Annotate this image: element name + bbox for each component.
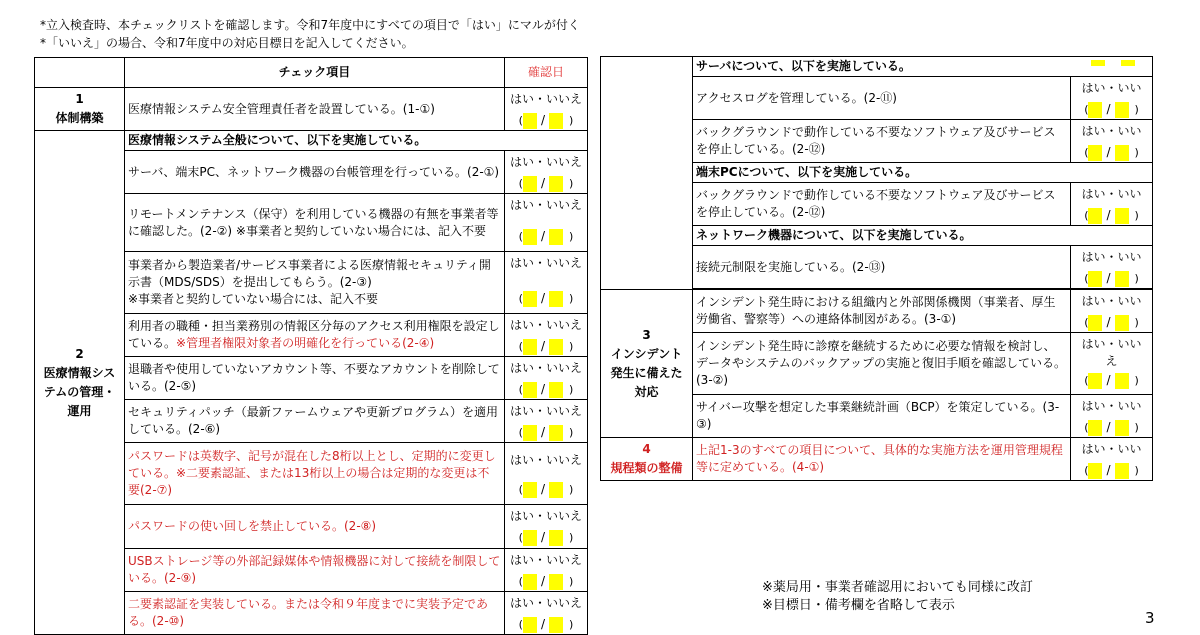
header-check-item: チェック項目 [125, 58, 505, 88]
month-box[interactable] [523, 291, 537, 307]
month-box[interactable] [523, 574, 537, 590]
check-cell[interactable]: はい・いい ( / ) [1071, 395, 1153, 438]
check-cell[interactable] [505, 88, 588, 131]
check-cell[interactable]: はい・いい ( / ) [1071, 246, 1153, 289]
day-box[interactable] [1115, 271, 1129, 287]
section-row [35, 131, 588, 151]
month-box[interactable] [523, 229, 537, 245]
month-box[interactable] [523, 530, 537, 546]
item-text: インシデント発生時における組織内と外部関係機関（事業者、厚生労働省、警察等）への連絡体制図がある。(3-①) [693, 290, 1071, 333]
table-row [601, 438, 1153, 481]
note-line-2: *「いいえ」の場合、令和7年度中の対応目標日を記入してください。 [40, 36, 414, 50]
item-text: サーバ、端末PC、ネットワーク機器の台帳管理を行っている。(2-①) [125, 151, 505, 194]
day-box[interactable] [549, 530, 563, 546]
yes-no-label: はい・いいえ [509, 92, 582, 106]
item-text: サイバー攻撃を想定した事業継続計画（BCP）を策定している。(3-③) [693, 395, 1071, 438]
month-box[interactable] [1088, 463, 1102, 479]
check-cell[interactable]: はい・いい え ( / ) [1071, 333, 1153, 395]
checklist-table-left [34, 57, 588, 635]
month-box[interactable] [1088, 373, 1102, 389]
item-text: 事業者から製造業者/サービス事業者による医療情報セキュリティ開示書（MDS/SDS）を提出してもらう。(2-③) ※事業者と契約していない場合には、記入不要 [125, 252, 505, 314]
header-row [35, 58, 588, 88]
category-2-cont [601, 57, 693, 290]
check-cell[interactable]: はい・いいえ ( / ) [505, 505, 588, 549]
day-box[interactable] [1115, 102, 1129, 118]
category-4: 4 規程類の整備 [601, 438, 693, 481]
footnote-line-2: ※目標日・備考欄を省略して表示 [762, 598, 955, 613]
section-heading: 医療情報システム全般について、以下を実施している。 [125, 131, 588, 151]
month-box[interactable] [1088, 420, 1102, 436]
month-box[interactable] [523, 617, 537, 633]
checklist-table-right [600, 56, 1153, 481]
month-box[interactable] [1088, 271, 1102, 287]
category-3: 3 インシデント 発生に備えた 対応 [601, 290, 693, 438]
check-cell[interactable]: はい・いいえ ( / ) [505, 252, 588, 314]
day-box[interactable] [549, 425, 563, 441]
check-cell[interactable]: はい・いいえ ( / ) [505, 314, 588, 357]
item-text: USBストレージ等の外部記録媒体や情報機器に対して接続を制限している。(2-⑨) [125, 549, 505, 592]
instruction-notes [40, 16, 580, 52]
category-name: 体制構築 [55, 111, 104, 125]
check-cell[interactable]: はい・いいえ ( / ) [505, 549, 588, 592]
day-box[interactable] [1115, 463, 1129, 479]
date-input[interactable]: ( / ) [518, 113, 574, 127]
day-box[interactable] [549, 113, 563, 129]
check-cell[interactable]: はい・いいえ ( / ) [505, 151, 588, 194]
month-box[interactable] [1088, 315, 1102, 331]
check-cell[interactable]: はい・いい ( / ) [1071, 438, 1153, 481]
month-box[interactable] [1088, 102, 1102, 118]
check-cell[interactable]: はい・いい ( / ) [1071, 183, 1153, 226]
section-row [601, 57, 1153, 77]
item-text: インシデント発生時に診療を継続するために必要な情報を検討し、データやシステムのバックアップの実施と復旧手順を確認している。(3-②) [693, 333, 1071, 395]
check-cell[interactable]: はい・いいえ ( / ) [505, 592, 588, 635]
item-text: セキュリティパッチ（最新ファームウェアや更新プログラム）を適用している。(2-⑥) [125, 400, 505, 443]
month-box[interactable] [1088, 145, 1102, 161]
header-blank [35, 58, 125, 88]
check-cell[interactable]: はい・いい ( / ) [1071, 77, 1153, 120]
footnotes [762, 579, 1033, 615]
item-text: 退職者や使用していないアカウント等、不要なアカウントを削除している。(2-⑤) [125, 357, 505, 400]
item-text: バックグラウンドで動作している不要なソフトウェア及びサービスを停止している。(2-⑫) [693, 120, 1071, 163]
month-box[interactable] [523, 176, 537, 192]
section-heading: サーバについて、以下を実施している。 [693, 57, 1153, 77]
day-box[interactable] [1115, 145, 1129, 161]
day-box[interactable] [549, 291, 563, 307]
footnote-line-1: ※薬局用・事業者確認用においても同様に改訂 [762, 580, 1033, 595]
day-box[interactable] [1115, 208, 1129, 224]
month-box[interactable] [523, 113, 537, 129]
section-heading: ネットワーク機器について、以下を実施している。 [693, 226, 1153, 246]
table-row [35, 88, 588, 131]
category-2: 2 医療情報シス テムの管理・ 運用 [35, 131, 125, 635]
item-text: 医療情報システム安全管理責任者を設置している。(1-①) [125, 88, 505, 131]
item-text: パスワードの使い回しを禁止している。(2-⑧) [125, 505, 505, 549]
item-text: 利用者の職種・担当業務別の情報区分毎のアクセス利用権限を設定している。※管理者権限対象者の明確化を行っている(2-④) [125, 314, 505, 357]
page-number: 3 [1145, 609, 1155, 627]
day-box[interactable] [549, 229, 563, 245]
note-line-1: *立入検査時、本チェックリストを確認します。令和7年度中にすべての項目で「はい」にマルが付く [40, 18, 580, 32]
item-text: 接続元制限を実施している。(2-⑬) [693, 246, 1071, 289]
item-text: パスワードは英数字、記号が混在した8桁以上とし、定期的に変更している。※二要素認証、または13桁以上の場合は定期的な変更は不要(2-⑦) [125, 443, 505, 505]
item-text: リモートメンテナンス（保守）を利用している機器の有無を事業者等に確認した。(2-②) ※事業者と契約していない場合には、記入不要 [125, 194, 505, 252]
day-box[interactable] [1115, 315, 1129, 331]
day-box[interactable] [1115, 373, 1129, 389]
day-box[interactable] [549, 339, 563, 355]
day-box[interactable] [549, 482, 563, 498]
month-box[interactable] [523, 482, 537, 498]
table-row [601, 290, 1153, 333]
day-box[interactable] [1115, 420, 1129, 436]
check-cell[interactable]: はい・いいえ ( / ) [505, 194, 588, 252]
month-box[interactable] [1088, 208, 1102, 224]
check-cell[interactable]: はい・いいえ ( / ) [505, 357, 588, 400]
month-box[interactable] [523, 382, 537, 398]
header-check-date: 確認日 [505, 58, 588, 88]
month-box[interactable] [523, 339, 537, 355]
day-box[interactable] [549, 176, 563, 192]
month-box[interactable] [523, 425, 537, 441]
day-box[interactable] [549, 382, 563, 398]
check-cell[interactable]: はい・いいえ ( / ) [505, 400, 588, 443]
category-1 [35, 88, 125, 131]
check-cell[interactable]: はい・いい ( / ) [1071, 120, 1153, 163]
item-text: アクセスログを管理している。(2-⑪) [693, 77, 1071, 120]
item-text: バックグラウンドで動作している不要なソフトウェア及びサービスを停止している。(2-⑫) [693, 183, 1071, 226]
day-box[interactable] [549, 617, 563, 633]
item-text: 二要素認証を実装している。または令和９年度までに実装予定である。(2-⑩) [125, 592, 505, 635]
category-number: 1 [75, 92, 84, 106]
item-text: 上記1-3のすべての項目について、具体的な実施方法を運用管理規程等に定めている。(4-①) [693, 438, 1071, 481]
day-box[interactable] [549, 574, 563, 590]
check-cell[interactable]: はい・いい ( / ) [1071, 290, 1153, 333]
section-heading: 端末PCについて、以下を実施している。 [693, 163, 1153, 183]
check-cell[interactable]: はい・いいえ ( / ) [505, 443, 588, 505]
